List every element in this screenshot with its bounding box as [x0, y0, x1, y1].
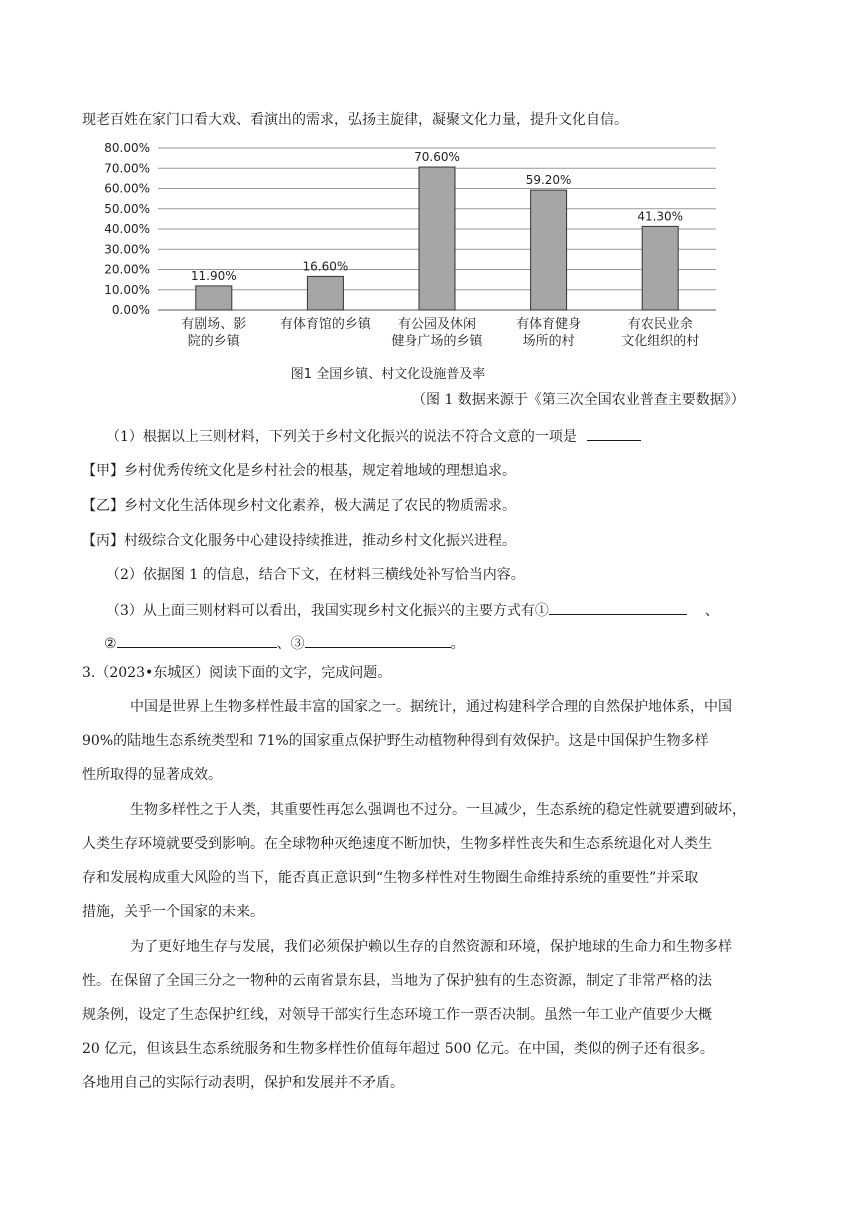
p2-line-1: 生物多样性之于人类，其重要性再怎么强调也不过分。一旦减少，生态系统的稳定性就要遭到破坏， — [130, 802, 746, 818]
bar — [307, 276, 343, 310]
p1-line-3: 性所取得的显著成效。 — [82, 767, 222, 783]
answer-blank-1[interactable] — [587, 426, 641, 441]
answer-blank-4[interactable] — [305, 633, 451, 648]
x-tick-label: 有体育健身 — [516, 317, 582, 332]
p3-line-1: 为了更好地生存与发展，我们必须保护赖以生存的自然资源和环境，保护地球的生命力和生物多样 — [130, 939, 732, 955]
circle-3: ③ — [290, 636, 305, 652]
end-mark: 。 — [450, 636, 465, 652]
y-tick-label: 80.00% — [104, 141, 150, 155]
y-tick-label: 40.00% — [104, 222, 150, 236]
option-yi: 【乙】乡村文化生活体现乡村文化素养，极大满足了农民的物质需求。 — [82, 498, 516, 514]
question-2: （2）依据图 1 的信息，结合下文，在材料三横线处补写恰当内容。 — [106, 567, 525, 583]
bar-chart — [96, 138, 726, 388]
y-tick-label: 10.00% — [104, 282, 150, 297]
intro-line: 现老百姓在家门口看大戏、看演出的需求，弘扬主旋律，凝聚文化力量，提升文化自信。 — [82, 112, 628, 128]
question-3-text: （3）从上面三则材料可以看出，我国实现乡村文化振兴的主要方式有 — [106, 603, 535, 619]
x-tick-label: 有农民业余 — [627, 317, 693, 332]
p2-line-4: 措施，关乎一个国家的未来。 — [82, 904, 264, 920]
p1-line-1: 中国是世界上生物多样性最丰富的国家之一。据统计，通过构建科学合理的自然保护地体系，中国 — [130, 699, 732, 715]
bar — [419, 167, 455, 310]
y-tick-label: 30.00% — [104, 242, 150, 257]
p3-line-2: 性。在保留了全国三分之一物种的云南省景东县，当地为了保护独有的生态资源，制定了非常严格的法 — [82, 973, 712, 989]
separator-1: 、 — [704, 603, 719, 619]
separator-2: 、 — [276, 636, 291, 652]
answer-blank-3[interactable] — [117, 633, 277, 648]
x-tick-label: 有公园及休闲 — [397, 317, 477, 332]
circle-2: ② — [104, 636, 117, 652]
p3-line-4: 20 亿元，但该县生态系统服务和生物多样性价值每年超过 500 亿元。在中国，类似的例子还有很多。 — [82, 1041, 714, 1057]
data-label: 11.90% — [190, 268, 237, 283]
p3-line-5: 各地用自己的实际行动表明，保护和发展并不矛盾。 — [82, 1075, 404, 1091]
question-3 — [106, 600, 719, 621]
question-1-text: （1）根据以上三则材料，下列关于乡村文化振兴的说法不符合文意的一项是 — [106, 429, 577, 445]
question-3-cont — [104, 633, 465, 654]
bar — [531, 190, 567, 310]
bar — [196, 286, 232, 310]
x-tick-label: 场所的村 — [522, 334, 575, 349]
data-label: 70.60% — [414, 150, 460, 165]
chart-title: 图1 全国乡镇、村文化设施普及率 — [290, 367, 486, 382]
data-label: 41.30% — [637, 209, 684, 224]
y-tick-label: 20.00% — [104, 262, 150, 277]
y-tick-label: 0.00% — [111, 303, 150, 317]
data-label: 59.20% — [525, 173, 572, 188]
x-tick-label: 有剧场、影 — [181, 317, 247, 332]
p2-line-2: 人类生存环境就要受到影响。在全球物种灭绝速度不断加快，生物多样性丧失和生态系统退化对人类生 — [82, 836, 712, 852]
x-tick-label: 有体育馆的乡镇 — [279, 317, 371, 332]
x-tick-label: 院的乡镇 — [187, 334, 240, 349]
answer-blank-2[interactable] — [549, 600, 687, 615]
p3-line-3: 规条例，设定了生态保护红线，对领导干部实行生态环境工作一票否决制。虽然一年工业产值要少大概 — [82, 1007, 712, 1023]
p2-line-3: 存和发展构成重大风险的当下，能否真正意识到“生物多样性对生物圈生命维持系统的重要性”并采取 — [82, 870, 699, 886]
option-bing: 【丙】村级综合文化服务中心建设持续推进，推动乡村文化振兴进程。 — [82, 533, 516, 549]
bar — [642, 226, 678, 310]
x-tick-label: 文化组织的村 — [621, 334, 700, 349]
y-tick-label: 50.00% — [104, 201, 150, 216]
chart-svg — [96, 138, 726, 388]
option-jia: 【甲】乡村优秀传统文化是乡村社会的根基，规定着地域的理想追求。 — [82, 463, 516, 479]
x-tick-label: 健身广场的乡镇 — [391, 334, 483, 349]
y-tick-label: 70.00% — [104, 161, 150, 176]
question-1 — [106, 426, 641, 447]
p1-line-2: 90%的陆地生态系统类型和 71%的国家重点保护野生动植物种得到有效保护。这是中国保护生物多样 — [82, 733, 709, 749]
y-tick-label: 60.00% — [104, 181, 150, 196]
circle-1: ① — [534, 603, 549, 619]
question-3-header: 3.（2023•东城区）阅读下面的文字，完成问题。 — [82, 665, 392, 681]
data-label: 16.60% — [302, 259, 349, 274]
source-note: （图 1 数据来源于《第三次全国农业普查主要数据》） — [412, 392, 745, 408]
